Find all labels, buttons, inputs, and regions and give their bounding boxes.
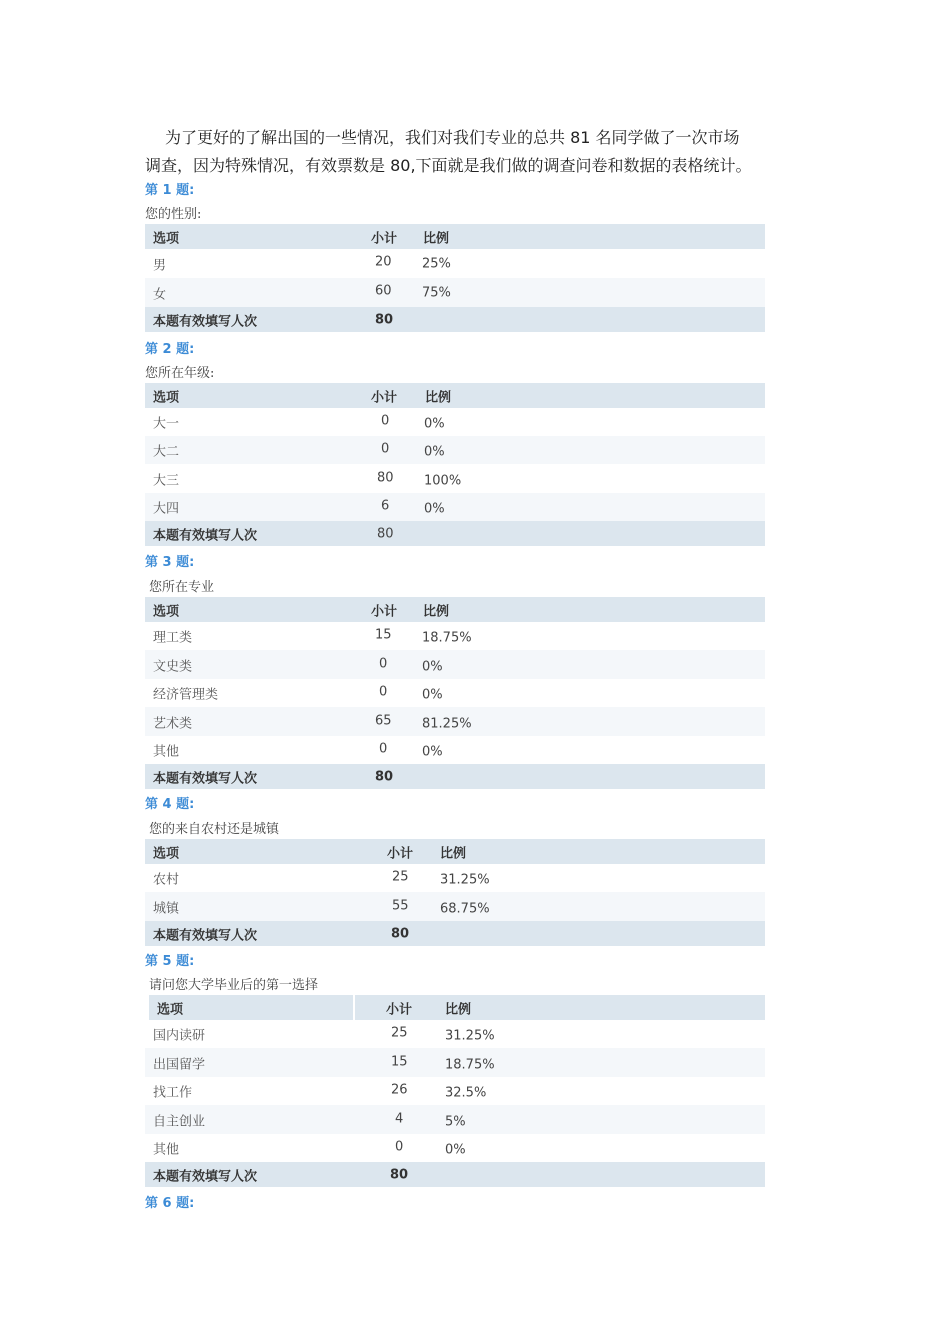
table-row (145, 436, 765, 464)
table-footer-row (145, 921, 765, 946)
question-4-table (145, 839, 765, 946)
row-count: 0 (381, 413, 390, 429)
intro-paragraph (145, 124, 805, 180)
question-3-table (145, 597, 765, 789)
table-row (145, 464, 765, 493)
row-option: 大三 (153, 473, 180, 488)
row-ratio: 0% (422, 687, 443, 703)
header-option: 选项 (153, 846, 180, 861)
header-margin (145, 995, 149, 1020)
row-count: 0 (395, 1139, 404, 1155)
table-row (145, 864, 765, 892)
table-header-row (145, 839, 765, 864)
header-count: 小计 (387, 846, 414, 861)
row-count: 0 (379, 656, 388, 671)
row-option: 文史类 (153, 659, 193, 674)
table-row (145, 1020, 765, 1048)
table-row (145, 707, 765, 736)
table-row (145, 892, 765, 921)
row-ratio: 68.75% (440, 901, 490, 916)
row-count: 25 (391, 1025, 408, 1041)
header-count: 小计 (371, 604, 398, 619)
header-divider (353, 995, 355, 1020)
footer-total: 80 (377, 526, 394, 541)
row-count: 55 (392, 898, 409, 913)
header-count: 小计 (371, 390, 398, 405)
question-1-table (145, 224, 765, 332)
row-option: 其他 (153, 1142, 180, 1158)
table-row (145, 650, 765, 679)
row-ratio: 0% (422, 744, 443, 760)
question-1-title: 第 1 题: (145, 183, 195, 198)
table-row (145, 249, 765, 278)
row-ratio: 31.25% (440, 872, 490, 888)
row-count: 20 (375, 254, 392, 269)
row-ratio: 25% (422, 256, 451, 271)
row-option: 其他 (153, 744, 180, 760)
row-count: 65 (375, 713, 392, 728)
row-option: 自主创业 (153, 1114, 206, 1129)
row-ratio: 0% (424, 416, 445, 432)
row-ratio: 18.75% (445, 1057, 495, 1072)
row-option: 大四 (153, 501, 180, 517)
question-3-text: 您所在专业 (149, 580, 215, 595)
footer-label: 本题有效填写人次 (153, 928, 258, 943)
header-ratio: 比例 (423, 604, 450, 619)
row-ratio: 81.25% (422, 716, 472, 731)
question-6-title: 第 6 题: (145, 1196, 195, 1211)
table-footer-row (145, 521, 765, 546)
table-row (145, 736, 765, 764)
row-ratio: 75% (422, 285, 451, 300)
table-row (145, 1048, 765, 1077)
header-ratio: 比例 (445, 1002, 472, 1017)
header-option: 选项 (153, 231, 180, 246)
header-count: 小计 (386, 1002, 413, 1017)
row-option: 大二 (153, 444, 180, 460)
footer-total: 80 (391, 926, 410, 941)
row-count: 0 (379, 741, 388, 757)
row-count: 15 (391, 1054, 408, 1069)
row-option: 理工类 (153, 630, 193, 646)
question-2-title: 第 2 题: (145, 342, 195, 357)
row-count: 0 (381, 441, 390, 457)
header-ratio: 比例 (425, 390, 452, 405)
intro-line-2: 调查，因为特殊情况，有效票数是 80,下面就是我们做的调查问卷和数据的表格统计。 (145, 156, 752, 175)
row-option: 出国留学 (153, 1057, 206, 1072)
row-ratio: 0% (445, 1142, 466, 1158)
intro-line-1: 为了更好的了解出国的一些情况，我们对我们专业的总共 81 名同学做了一次市场 (165, 128, 740, 147)
row-ratio: 31.25% (445, 1028, 495, 1044)
footer-total: 80 (390, 1167, 409, 1182)
header-ratio: 比例 (440, 846, 467, 861)
row-count: 60 (375, 283, 392, 298)
question-4-text: 您的来自农村还是城镇 (149, 822, 280, 837)
question-2-text: 您所在年级: (145, 366, 215, 381)
footer-total: 80 (375, 769, 394, 784)
row-option: 农村 (153, 872, 180, 888)
question-5-table (145, 995, 765, 1187)
table-header-row (145, 597, 765, 622)
row-option: 找工作 (153, 1085, 193, 1101)
row-option: 男 (153, 258, 167, 273)
row-count: 80 (377, 470, 394, 485)
footer-total: 80 (375, 312, 394, 327)
question-5-text: 请问您大学毕业后的第一选择 (149, 978, 319, 993)
row-count: 15 (375, 627, 392, 643)
header-option: 选项 (157, 1002, 184, 1017)
table-header-row (145, 995, 765, 1020)
row-ratio: 32.5% (445, 1085, 487, 1101)
row-count: 6 (381, 498, 390, 514)
row-ratio: 0% (424, 444, 445, 460)
table-row (145, 622, 765, 650)
table-row (145, 1105, 765, 1134)
question-2-table (145, 383, 765, 546)
footer-label: 本题有效填写人次 (153, 314, 258, 329)
table-footer-row (145, 307, 765, 332)
question-4-title: 第 4 题: (145, 797, 195, 812)
header-count: 小计 (371, 231, 398, 246)
table-row (145, 493, 765, 521)
table-row (145, 679, 765, 707)
row-ratio: 0% (424, 501, 445, 517)
row-option: 女 (153, 287, 167, 302)
question-5-title: 第 5 题: (145, 954, 195, 969)
table-row (145, 1134, 765, 1162)
table-footer-row (145, 1162, 765, 1187)
footer-label: 本题有效填写人次 (153, 528, 258, 543)
row-option: 国内读研 (153, 1028, 206, 1044)
question-1-text: 您的性别: (145, 207, 202, 222)
row-count: 26 (391, 1082, 408, 1098)
row-count: 0 (379, 684, 388, 700)
row-count: 4 (395, 1111, 404, 1126)
header-option: 选项 (153, 604, 180, 619)
header-option: 选项 (153, 390, 180, 405)
row-option: 经济管理类 (153, 687, 219, 703)
question-3-title: 第 3 题: (145, 555, 195, 570)
row-ratio: 0% (422, 659, 443, 674)
row-ratio: 18.75% (422, 630, 472, 646)
row-ratio: 100% (424, 473, 462, 488)
table-footer-row (145, 764, 765, 789)
footer-label: 本题有效填写人次 (153, 771, 258, 786)
table-row (145, 1077, 765, 1105)
table-header-row (145, 224, 765, 249)
row-ratio: 5% (445, 1114, 466, 1129)
table-header-row (145, 383, 765, 408)
row-option: 大一 (153, 416, 180, 432)
row-count: 25 (392, 869, 409, 885)
row-option: 城镇 (153, 901, 180, 916)
table-row (145, 408, 765, 436)
row-option: 艺术类 (153, 716, 193, 731)
table-row (145, 278, 765, 307)
header-ratio: 比例 (423, 231, 450, 246)
footer-label: 本题有效填写人次 (153, 1169, 258, 1184)
